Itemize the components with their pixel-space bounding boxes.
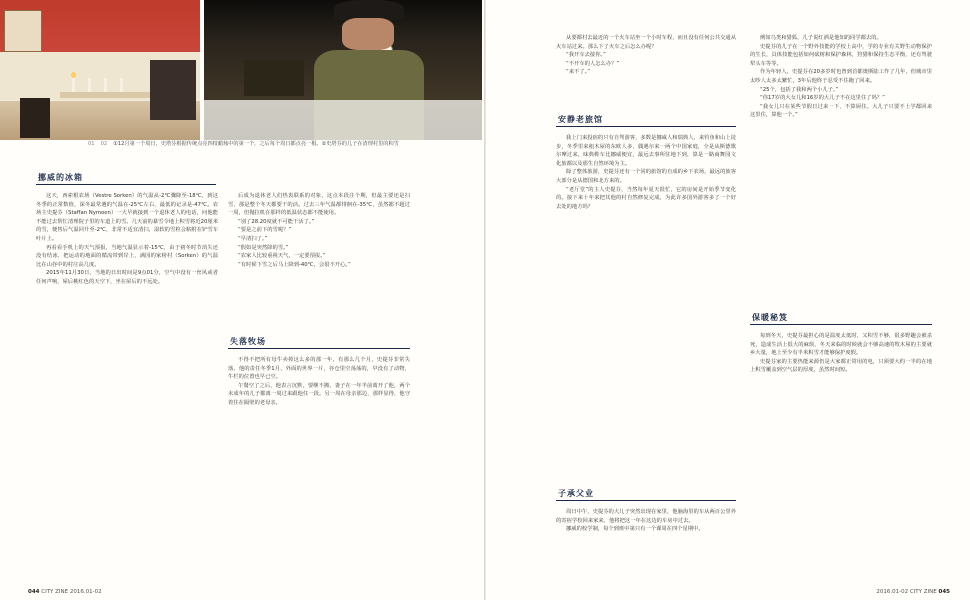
paragraph: 2015年11月30日，当地的日出时间是9点01分，空气中没有一丝风或者任何声响，屋后桃红色的天空下，坐在屋后的不远处。	[36, 270, 218, 285]
dialogue-line: “25个，包括了我和两个小儿子。”	[760, 86, 839, 93]
magazine-name: CITY ZINE	[41, 589, 69, 595]
dialogue-line: “不开车的人怎么办？”	[566, 60, 620, 67]
paragraph: 从要都村去最近的一个火车站坐一个小时车程，而且没有任何公共交通从火车站过来。那么下了火车之后怎么办呢？	[556, 35, 736, 50]
right-footer	[876, 589, 950, 595]
paragraph: 例如乌类和猎狐，儿子说红酒是他知的同学都去的。	[760, 35, 882, 41]
dialogue-line: “农家人比较重视天气，一定要预报。”	[238, 253, 326, 260]
paragraph: 周日中午，史提芬的大儿子突然出现在家里，他脑海里的车从两百公里外的寄宿学校回来家来，他将把这一年在这边的车房中过去。	[556, 509, 736, 524]
section-title-quiet-inn: 安静老旅馆	[558, 115, 603, 124]
dialogue-line: “假如是突然降的雪。”	[238, 244, 289, 251]
left-column-2b	[228, 356, 410, 582]
paragraph: 不得不把所有母牛卖掉这么多的那一年，有那么几个月，史提芬非常失落，他的责任冬季1月，外面的世界一片，谷仓里空荡荡的，早没有了动物，牛栏的位置也早已空。	[228, 357, 410, 381]
dialogue-line: “有时候下雪之后马上降到-40℃，会很不开心。”	[238, 261, 351, 268]
right-column-1-top	[556, 34, 736, 94]
paragraph: 挪威的校学制，每个到班中第只有一个课周在四个星期中。	[566, 526, 704, 533]
left-column-2	[228, 192, 410, 332]
issue-date: 2016.01-02	[876, 589, 909, 595]
paragraph: 我上门来投宿的只有自驾游客，多数是挪威人和瑞典人，来钓鱼和山上徒步，冬季里来租木屋的东欧人多，偶遇尔来一两个中国家庭，全是从斯德歌尔摩过来，味典鞋车比挪威便宜，最远去事所驻地下到，算是一路商舞园文化旅都以及那生自然环境为主。	[556, 135, 736, 167]
section-rule	[750, 324, 932, 325]
paragraph: 除了整体旅游，史提芬还有一个同的旅馆的自成的乡下农场，最远的旅客大部分是从德国和北方来的。	[556, 169, 736, 184]
section-title-fridge: 挪威的冰箱	[38, 173, 83, 182]
right-column-2	[750, 34, 932, 284]
caption-number-1: 01	[88, 141, 95, 147]
paragraph: 每到冬天，史提芬最担心的是温度太低时，又积雪不够，很多野趣会被杀死，造成生活上很大的麻烦，冬天来临的时候就会不够高速的牧木屋的主要就乡大量，地上至少有半米积雪才能够保护度假。	[750, 333, 932, 357]
section-rule	[556, 126, 736, 127]
paragraph: “老厅堂”的主人史提芬，当然每年夏天很忙，它的房间是开始季节变化的。接下来十年来把其他的村自然修复完成，为此许多国外游客多了一个好去处的地方吗？	[556, 186, 736, 210]
dialogue-line: “来不了。”	[566, 69, 591, 76]
paragraph: 作为年轻人，史提芬在20多岁时也曾到首都奥斯陆工作了几年，但城市里太吵人太多太繁忙，3年后他终于忍受不住跑了回来。	[750, 69, 932, 84]
photo-advent-candles	[0, 0, 200, 140]
dialogue-line: “别了28.20度就不可能干活了。”	[238, 218, 315, 225]
paragraph: 史提芬家的主要热能来源仍是大家都正常用的电，只须要大约一半的在地上积雪覆盖到空气层的厚度，虽然时间短。	[750, 358, 932, 374]
issue-date: 2016.01-02	[69, 589, 102, 595]
page-number-right: 045	[938, 589, 950, 595]
section-title-son-inherits: 子承父业	[558, 489, 594, 498]
photo-caption	[88, 141, 478, 148]
paragraph: 史提芬的儿子在一个野外技能的学校上高中，学的专业有关野生动物保护的生长，具体技能包括如何砍树和保护森林，狩猎和保持生态平衡，还有驾驶犁头车等等。	[750, 43, 932, 67]
page-number-left: 044	[28, 589, 40, 595]
left-page	[0, 0, 484, 600]
dialogue-line: “我开车去接你。”	[566, 52, 606, 59]
right-column-1-mid	[556, 134, 736, 474]
dialogue-line: “我女儿只在某些节假日过来一下，不算厨住。大儿子只要不上学都回来这里住，算他一个。”	[750, 103, 932, 119]
section-rule	[556, 500, 736, 501]
dialogue-line: “要是之前下的雪呢？”	[238, 227, 292, 234]
caption-text: ①12月第一个周日，史塔芬根据传统点亮四枝蜡烛中的第一个，之后每个周日都点亮一根。②史塔芬的儿子在清理村里的积雪	[113, 141, 399, 147]
section-rule	[36, 184, 216, 185]
section-title-warmth-secrets: 保暖秘笈	[752, 313, 788, 322]
right-column-2b	[750, 332, 932, 584]
paragraph: 午餐空了之后，他表言沉默，要继不搬，妻子在一年半前离开了他，两个未成年的儿子都离一周过来跟他住一段。另一周在母亲那边，那样显得，他守着住在隔壁的老母亲。	[228, 382, 410, 406]
paragraph: 这天，西索根农场（Vestre Sorken）的气温从-2℃骤降至-18℃，到这冬季的正常数值，深冬最常遇的气温在-25℃左右，最低的记录是-47℃。农场主史提芬（Staffan Nymoen）一大早就接到一个退休老人的电话，问他能不能过去帮忙清理院子里的车道上的雪。几天前的暴雪令地上积雪将近20厘米的雪，便售后气温回升至-2℃，非常不适宜清扫，湿软的雪粒会粘附在铲雪车叶片上。	[36, 193, 218, 242]
photo-son-clearing-snow	[204, 0, 482, 140]
left-column-1	[36, 192, 218, 582]
left-footer	[28, 589, 102, 595]
dialogue-line: “早清扫了。”	[238, 235, 268, 242]
right-page	[486, 0, 970, 600]
magazine-name: CITY ZINE	[909, 589, 937, 595]
section-rule	[228, 348, 410, 349]
section-title-pasture: 失落牧场	[230, 337, 266, 346]
paragraph: 再看看手机上的天气预报，当地气温显示着-15℃，由于初冬时节消失还没有结冰，把运动的地面的循流带到岸上，满园的家榜村（Sorken）的气温比在山谷中的村庄高几度。	[36, 244, 218, 268]
dialogue-line: “你17岁的大女儿和16岁的大儿子不在这里住了吗？”	[760, 95, 885, 102]
caption-number-2: 02	[100, 141, 108, 147]
paragraph: 后成为退休老人们热衷联系的对象，这点本段注个期，但最主要还是扫雪，那是整个冬天都要干的活。过去三年气温都徘徊在-35℃，虽然都不超过一周，但抛拉机在那样的低温状态都不能使用。	[228, 193, 410, 217]
right-column-1-bottom	[556, 508, 736, 584]
